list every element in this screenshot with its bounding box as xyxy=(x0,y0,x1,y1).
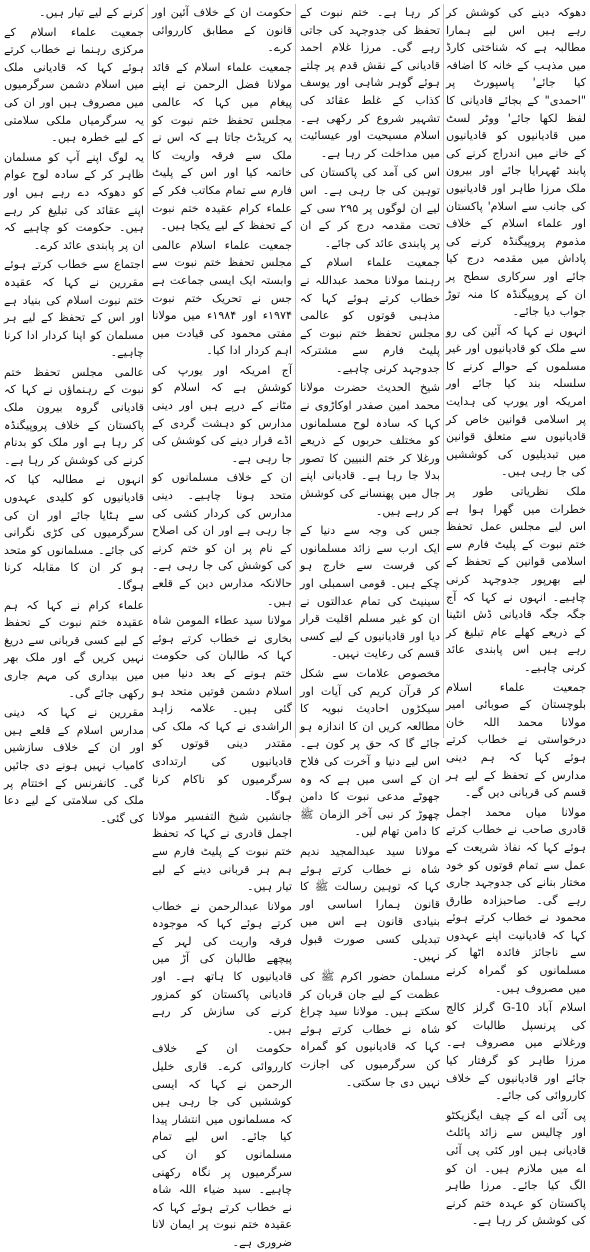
paragraph: جمعیت علماء اسلام کے مرکزی رہنما نے خطاب کرتے ہوئے کہا کہ قادیانی ملک میں اسلام دشمن سرگرمیوں میں مصروف ہیں اور ان کی یہ سرگرمیاں ملکی سلامتی کے لیے خطرہ ہیں۔ xyxy=(4,25,144,145)
paragraph: مولانا عبدالرحمن نے خطاب کرتے ہوئے کہا کہ موجودہ فرقہ واریت کی لہر کے پیچھے طالبان کی آڑ میں قادیانیوں کا ہاتھ ہے۔ اور قادیانی پاکستان کو کمزور کرنے کی سازش کر رہے ہیں۔ xyxy=(152,899,292,1036)
paragraph: جس کی وجہ سے دنیا کے ایک ارب سے زائد مسلمانوں کی فرست سے خارج ہو چکے ہیں۔ قومی اسمبلی اور سینیٹ کی تمام عدالتوں نے ان کو غیر مسلم اقلیت قرار دیا اور قادیانیوں کے لیے کسی قسم کی رعایت نہیں۔ xyxy=(300,524,440,661)
paragraph: اسلام آباد G-10 گرلز کالج کی پرنسپل طالبات کو ورغلانے میں مصروف ہے۔ مرزا طاہر کو گرفتار کیا جائے اور قادیانیوں کے خلاف کارروائی کی جائے۔ xyxy=(446,1001,587,1103)
column-divider xyxy=(443,4,444,738)
paragraph: کرنے کے لیے تیار ہیں۔ xyxy=(39,6,144,19)
text-column-3 xyxy=(152,4,292,1249)
paragraph: حکومت ان کے خلاف آئین اور قانون کے مطابق کارروائی کرے۔ xyxy=(152,6,292,55)
paragraph: شیخ الحدیث حضرت مولانا محمد امین صفدر اوکاڑوی نے کہا کہ سادہ لوح مسلمانوں کو مختلف حربوں کے ذریعے ورغلا کر ختم النبیین کا تصور بدلا جا رہا ہے۔ قادیانی اپنے جال میں پھنسانے کی کوشش کر رہے ہیں۔ xyxy=(300,381,440,518)
paragraph: یہ لوگ اپنے آپ کو مسلمان ظاہر کر کے سادہ لوح عوام کو دھوکہ دے رہے ہیں اور اپنے عقائد کی تبلیغ کر رہے ہیں۔ حکومت کو چاہیے کہ ان پر پابندی عائد کرے۔ xyxy=(4,150,144,252)
paragraph: ان کے خلاف مسلمانوں کو متحد ہونا چاہیے۔ دینی مدارس کی کردار کشی کی جا رہی ہے اور ان کی اصلاح کے نام پر ان کو ختم کرنے کی کوشش کی جا رہی ہے۔ حالانکہ مدارس دین کے قلعے ہیں۔ xyxy=(152,471,292,608)
paragraph: مقررین نے کہا کہ دینی مدارس اسلام کے قلعے ہیں اور ان کے خلاف سازشیں کامیاب نہیں ہونے دی جائیں گی۔ کانفرنس کے اختتام پر ملک کی سلامتی کے لیے دعا کی گئی۔ xyxy=(4,706,144,825)
paragraph: مسلمان حضور اکرم ﷺ کی عظمت کے لیے جان قربان کر سکتے ہیں۔ مولانا سید چراغ شاہ نے خطاب کرتے ہوئے کہا کہ قادیانیوں کو گمراہ کن سرگرمیوں کی اجازت نہیں دی جا سکتی۔ xyxy=(300,970,440,1089)
paragraph: جمعیت علماء اسلام کے رہنما مولانا محمد عبداللہ نے خطاب کرتے ہوئے کہا کہ مذہبی قوتوں کو عالمی مجلس تحفظ ختم نبوت کے پلیٹ فارم سے مشترکہ جدوجہد کرنی چاہیے۔ xyxy=(300,256,440,375)
paragraph: مولانا سید عطاء المومن شاہ بخاری نے خطاب کرتے ہوئے کہا کہ طالبان کی حکومت ختم ہونے کے بعد دنیا میں اسلام دشمن قوتیں متحد ہو گئی ہیں۔ علامہ زاہد الراشدی نے کہا کہ ملک کی مقتدر دینی قوتوں کو قادیانیوں کی ارتدادی سرگرمیوں کو ناکام کرنا ہوگا۔ xyxy=(152,614,292,804)
paragraph: حکومت ان کے خلاف کارروائی کرے۔ قاری خلیل الرحمن نے کہا کہ ایسی کوششیں کی جا رہی ہیں کہ مسلمانوں میں انتشار پیدا کیا جائے۔ اس لیے تمام مسلمانوں کو ان کی سرگرمیوں پر نگاہ رکھنی چاہیے۔ سید ضیاء اللہ شاہ نے خطاب کرتے ہوئے کہا کہ عقیدہ ختم نبوت پر ایمان لانا ضروری ہے۔ xyxy=(152,1042,292,1249)
paragraph: انہوں نے مطالبہ کیا کہ قادیانیوں کو کلیدی عہدوں سے ہٹایا جائے اور ان کی سرگرمیوں کی کڑی نگرانی کی جائے۔ مسلمانوں کو متحد ہو کر ان کا مقابلہ کرنا ہوگا۔ xyxy=(4,473,144,592)
paragraph: اس کی آمد کی پاکستان کی توہین کی جا رہی ہے۔ اس لیے ان لوگوں پر ۲۹۵ سی کے تحت مقدمہ درج کر کے ان پر پابندی عائد کی جائے۔ xyxy=(300,166,440,250)
text-column-1 xyxy=(446,4,587,1228)
paragraph: مخصوص علامات سے شکل کر قرآن کریم کی آیات اور سیکڑوں احادیث نبویہ کا مطالعہ کریں ان کا اندازہ ہو جائے گا کہ حق پر کون ہے۔ اس لیے دنیا و آخرت کی فلاح ان کے اسی میں ہے کہ وہ جھوٹے مدعی نبوت کا دامن چھوڑ کر نبی آخر الزمان ﷺ کا دامن تھام لیں۔ xyxy=(300,666,440,839)
text-column-2 xyxy=(300,4,440,1089)
paragraph: عالمی مجلس تحفظ ختم نبوت کے رہنماؤں نے کہا کہ قادیانی گروہ بیرون ملک پاکستان کے خلاف پروپیگنڈہ کر رہا ہے اور ملک کو بدنام کرنے کی کوشش کر رہا ہے۔ xyxy=(4,365,144,467)
text-column-4 xyxy=(4,4,144,825)
paragraph: آج امریکہ اور یورپ کی کوشش ہے کہ اسلام کو مٹانے کے درپے ہیں اور دینی مدارس کو دہشت گردی کے اڈے قرار دینے کی کوشش کی جا رہی ہے۔ xyxy=(152,363,292,465)
paragraph: علماء کرام نے کہا کہ ہم عقیدہ ختم نبوت کے تحفظ کے لیے کسی قربانی سے دریغ نہیں کریں گے اور ملک بھر میں بیداری کی مہم جاری رکھی جائے گی۔ xyxy=(4,598,144,700)
paragraph: جمعیت علماء اسلام بلوچستان کے صوبائی امیر مولانا محمد اللہ خان درخواستی نے خطاب کرتے ہوئے کہا کہ ہم دینی مدارس کے تحفظ کے لیے ہر قسم کی قربانی دیں گے۔ xyxy=(446,680,586,800)
paragraph: جمعیت علماء اسلام کے قائد مولانا فضل الرحمن نے اپنے پیغام میں کہا کہ عالمی مجلس تحفظ ختم نبوت کو یہ کریڈٹ جاتا ہے کہ اس نے ملک سے فرقہ واریت کا خاتمہ کیا اور اس کے پلیٹ فارم سے تمام مکاتب فکر کے علماء کرام عقیدہ ختم نبوت کے تحفظ کے لیے یکجا ہیں۔ xyxy=(152,60,292,233)
paragraph: انہوں نے کہا کہ آئین کی رو سے ملک کو قادیانیوں اور غیر مسلموں کے حوالے کرنے کا سلسلہ بند کیا جائے اور امریکہ اور یورپ کی ہدایت پر اسلامی قوانین خاص کر قادیانیوں سے متعلق قوانین میں تبدیلیوں کی کوششیں کی جا رہی ہیں۔ xyxy=(446,324,586,479)
paragraph: دھوکہ دینے کی کوشش کر رہے ہیں اس لیے ہمارا مطالبہ ہے کہ شناختی کارڈ میں مذہب کے خانہ کا اضافہ کیا جائے' پاسپورٹ پر "احمدی" کے بجائے قادیانی کا لفظ لکھا جائے' ووٹر لسٹ میں قادیانیوں کو قادیانیوں کے خانے میں اندراج کرنے کی پابند ٹھہرایا جائے اور بیرون ملک مرزا طاہر اور قادیانیوں کی جانب سے اسلام' پاکستان اور علماء اسلام کے خلاف مذموم پروپیگنڈہ کرنے کی پاداش میں مقدمہ درج کیا جائے اور سرکاری سطح پر ان کے پروپیگنڈہ کا منہ توڑ جواب دیا جائے۔ xyxy=(446,6,586,319)
paragraph: جانشین شیخ التفسیر مولانا اجمل قادری نے کہا کہ تحفظ ختم نبوت کے پلیٹ فارم سے ہم ہر قربانی دینے کے لیے تیار ہیں۔ xyxy=(152,809,292,894)
column-divider xyxy=(295,4,296,738)
paragraph: جمعیت علماء اسلام عالمی مجلس تحفظ ختم نبوت سے وابستہ ایک ایسی جماعت ہے جس نے تحریک ختم نبوت ۱۹۷۴ء اور ۱۹۸۴ء میں مولانا مفتی محمود کی قیادت میں اہم کردار ادا کیا۔ xyxy=(152,238,292,358)
paragraph: مولانا سید عبدالمجید ندیم شاہ نے خطاب کرتے ہوئے کہا کہ توہین رسالت ﷺ کا قانون ہمارا اساسی اور بنیادی قانون ہے اس میں تبدیلی کسی صورت قبول نہیں۔ xyxy=(300,844,440,964)
column-divider xyxy=(147,4,148,738)
paragraph: اجتماع سے خطاب کرتے ہوئے مقررین نے کہا کہ عقیدہ ختم نبوت اسلام کی بنیاد ہے اور اس کے تحفظ کے لیے ہر مسلمان کو اپنا کردار ادا کرنا چاہیے۔ xyxy=(4,258,144,360)
paragraph: مولانا میاں محمد اجمل قادری صاحب نے خطاب کرتے ہوئے کہا کہ نفاذ شریعت کے عمل سے تمام قوتوں کو خود مختار بنانے کی جدوجہد جاری رہے گی۔ صاحبزادہ طارق محمود نے خطاب کرتے ہوئے کہا کہ قادیانیت اپنے عہدوں سے ناجائز فائدہ اٹھا کر مسلمانوں کو گمراہ کرنے میں مصروف ہیں۔ xyxy=(446,805,586,995)
paragraph: ملک نظریاتی طور پر خطرات میں گھرا ہوا ہے اس لیے مجلس عمل تحفظ ختم نبوت کے پلیٹ فارم سے اسلامی قوانین کے تحفظ کے لیے بھرپور جدوجہد کرنی چاہیے۔ انہوں نے کہا کہ آج جگہ جگہ قادیانی ڈش انٹینا کے ذریعے کھلے عام تبلیغ کر رہے ہیں اس پابندی عائد کرنی چاہیے۔ xyxy=(446,485,586,674)
paragraph: کر رہا ہے۔ ختم نبوت کے تحفظ کی جدوجہد کی جاتی رہے گی۔ مرزا غلام احمد قادیانی کے نقش قدم پر چلتے ہوئے گوہر شاہی اور یوسف کذاب کے غلط عقائد کی تشہیر شروع کر رکھی ہے۔ اسلام مسیحیت اور عیسائیت میں مداخلت کر رہا ہے۔ xyxy=(300,6,440,160)
paragraph: پی آئی اے کے چیف ایگزیکٹو اور چالیس سے زائد پائلٹ قادیانی ہیں اور کئی پی آئی اے میں ملازم ہیں۔ ان کو الگ کیا جائے۔ مرزا طاہر پاکستان کو عہدہ ختم کرنے کی کوشش کر رہا ہے۔ xyxy=(446,1108,586,1228)
